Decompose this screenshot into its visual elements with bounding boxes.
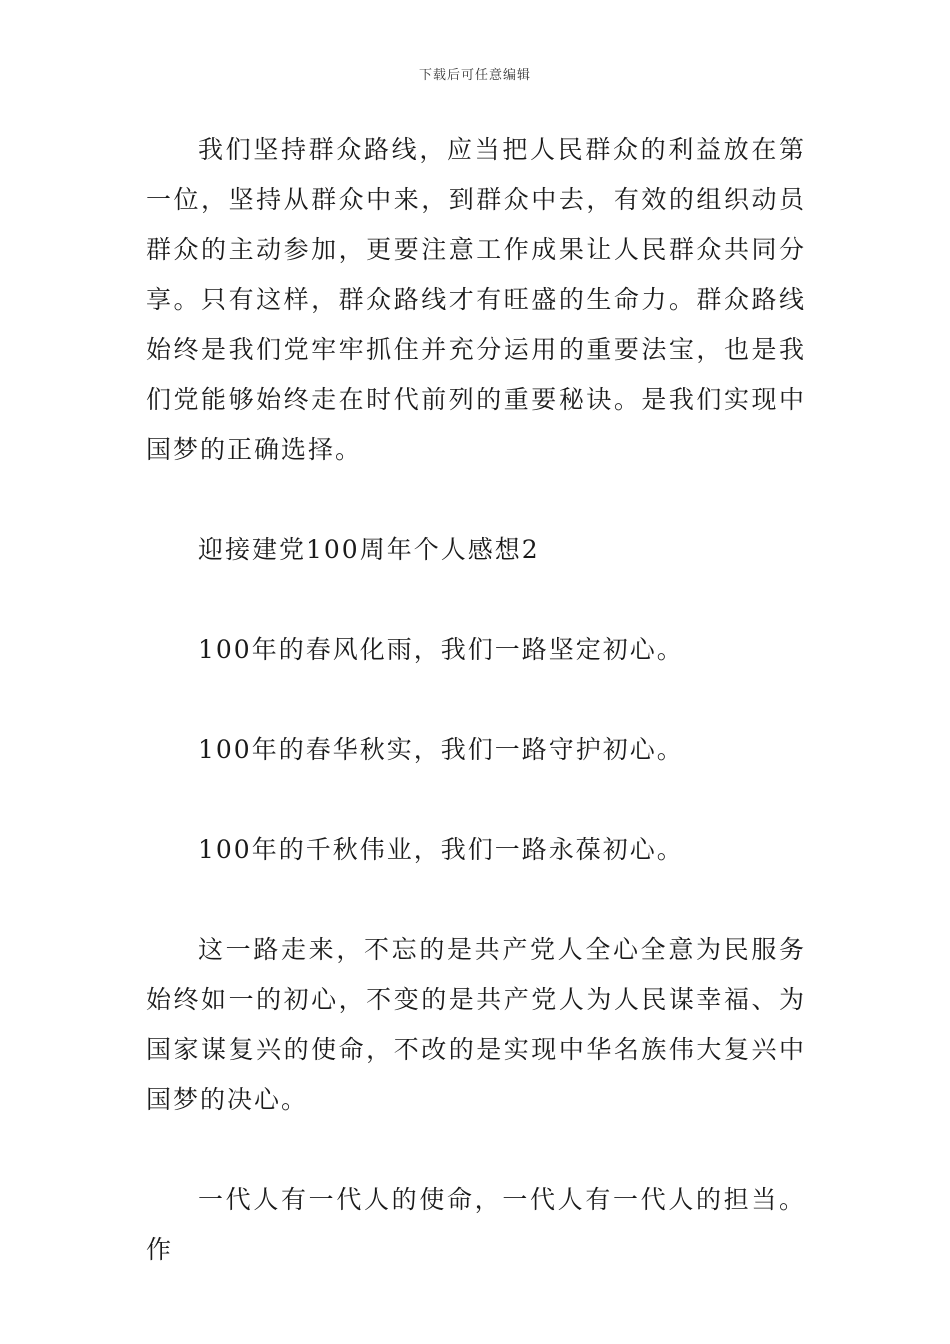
paragraph-original-aspiration: 这一路走来，不忘的是共产党人全心全意为民服务始终如一的初心，不变的是共产党人为人民谋幸福、为国家谋复兴的使命，不改的是实现中华名族伟大复兴中国梦的决心。 xyxy=(146,935,806,1114)
paragraph-line-3: 100年的千秋伟业，我们一路永葆初心。 xyxy=(198,835,684,864)
section-heading: 迎接建党100周年个人感想2 xyxy=(198,535,540,564)
paragraph-mass-line: 我们坚持群众路线，应当把人民群众的利益放在第一位，坚持从群众中来，到群众中去，有效的组织动员群众的主动参加，更要注意工作成果让人民群众共同分享。只有这样，群众路线才有旺盛的生命力。群众路线始终是我们党牢牢抓住并充分运用的重要法宝，也是我们党能够始终走在时代前列的重要秘诀。是我们实现中国梦的正确选择。 xyxy=(146,135,806,464)
paragraph-line-2: 100年的春华秋实，我们一路守护初心。 xyxy=(198,735,684,764)
document-body xyxy=(146,125,806,1275)
page-header: 下载后可任意编辑 xyxy=(418,68,531,83)
paragraph-line-1: 100年的春风化雨，我们一路坚定初心。 xyxy=(198,635,684,664)
paragraph-generation: 一代人有一代人的使命，一代人有一代人的担当。作 xyxy=(146,1185,806,1264)
